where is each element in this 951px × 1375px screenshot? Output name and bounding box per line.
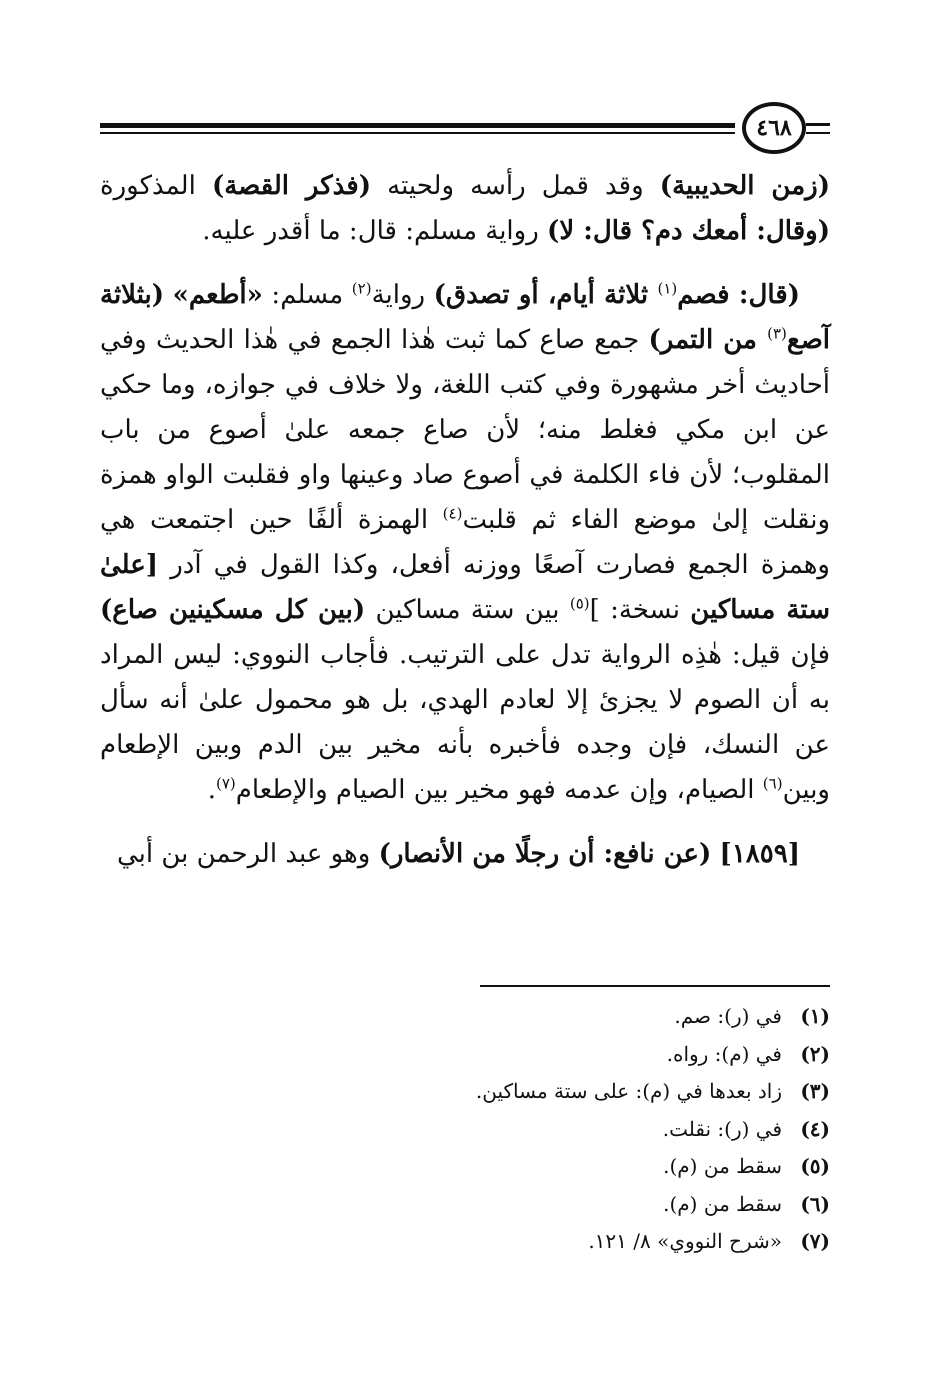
text-run: . [207, 775, 216, 805]
text-run: وهو عبد الرحمن بن أبي [116, 839, 379, 869]
text-run: الصيام، وإن عدمه فهو مخير بين الصيام والإطعام [235, 775, 763, 805]
text-run: فإن قيل: هٰذِه الرواية تدل على الترتيب. فأجاب النووي: ليس المراد به أن الصوم لا يجزئ إلا لعادم الهدي، بل هو محمول علىٰ أنه سأل عن النسك، فإن وجده فأخبره بأنه مخير بين الدم وبين الإطعام وبين [100, 640, 830, 805]
bold-text: [١٨٥٩] [719, 839, 800, 869]
footnote-separator [480, 985, 830, 987]
text-run [711, 839, 719, 869]
footnote-ref: (١) [657, 279, 678, 298]
text-run: رواية [371, 280, 434, 310]
footnote-ref: (٤) [442, 504, 463, 523]
footnote-number: (٦) [800, 1191, 830, 1216]
text-run: وقد قمل رأسه ولحيته [371, 171, 660, 201]
bold-text: (بين كل مسكينين صاع) [100, 595, 366, 625]
bold-text: (عن نافع: أن رجلًا من الأنصار) [378, 839, 712, 869]
footnote-number: (٥) [800, 1154, 830, 1178]
page-header [100, 100, 830, 160]
footnote [100, 1111, 830, 1149]
footnote [100, 1036, 830, 1074]
text-run: رواية مسلم: قال: ما أقدر عليه. [202, 216, 548, 246]
footnote-number: (٧) [800, 1229, 830, 1253]
footnote-ref: (٣) [767, 324, 787, 343]
text-run: الهمزة ألفًا حين اجتمعت هي وهمزة الجمع فصارت آصعًا ووزنه أفعل، وكذا القول في آدر [100, 505, 830, 580]
footnote-text: «شرح النووي» ٨/ ١٢١. [588, 1229, 782, 1253]
footnote-number: (٣) [800, 1079, 830, 1103]
bold-text: من التمر) [648, 325, 768, 355]
bold-text: (وقال: أمعك دم؟ قال: لا) [547, 216, 830, 246]
text-run: جمع صاع كما ثبت هٰذا الجمع في هٰذا الحديث وفي أحاديث أخر مشهورة وفي كتب اللغة، ولا خلاف في جوازه، وما حكي عن ابن مكي فغلط منه؛ لأن صاع جمعه علىٰ أصوع من باب المقلوب؛ لأن فاء الكلمة في أصوع صاد وعينها واو فقلبت الواو همزة ونقلت إلىٰ موضع الفاء ثم قلبت [100, 325, 830, 535]
bold-text: «أطعم» [172, 280, 263, 310]
footnote [100, 1148, 830, 1186]
header-rule [100, 123, 735, 128]
header-rule-right [806, 123, 830, 126]
footnote [100, 1073, 830, 1111]
footnote-number: (٤) [800, 1116, 830, 1141]
footnote-text: في (ر): نقلت. [662, 1116, 782, 1141]
footnote-text: سقط من (م). [663, 1154, 782, 1178]
main-text [100, 164, 830, 896]
footnote [100, 1186, 830, 1224]
text-run: المذكورة [100, 171, 212, 201]
footnotes-list [100, 998, 830, 1261]
text-run: نسخة: ] [589, 595, 691, 625]
bold-text: (زمن الحديبية) [659, 171, 831, 201]
footnote-ref: (٧) [215, 774, 236, 793]
footnote-ref: (٥) [569, 594, 590, 613]
footnote-text: في (م): رواه. [666, 1041, 782, 1066]
header-rule-thin [100, 132, 735, 134]
footnote [100, 1223, 830, 1261]
text-run: بين ستة مساكين [365, 595, 570, 625]
footnote [100, 998, 830, 1036]
paragraph [100, 164, 830, 254]
footnote-text: زاد بعدها في (م): على ستة مساكين. [475, 1079, 782, 1103]
paragraph [100, 273, 830, 813]
text-run [164, 280, 173, 310]
text-run: مسلم: [262, 280, 352, 310]
footnote-number: (١) [800, 1004, 830, 1028]
bold-text: (فذكر القصة) [211, 171, 372, 201]
bold-text: ثلاثة أيام، أو تصدق) [433, 280, 658, 310]
footnote-ref: (٢) [351, 279, 372, 298]
paragraph [100, 832, 830, 877]
footnote-text: في (ر): صم. [674, 1004, 782, 1028]
page-number: ٤٦٨ [742, 102, 806, 154]
footnote-text: سقط من (م). [663, 1191, 782, 1216]
bold-text: (قال: فصم [677, 280, 800, 310]
header-rule-right-lower [806, 132, 830, 134]
footnote-ref: (٦) [762, 774, 783, 793]
bold-text: (بثلاثة آصع [100, 280, 830, 355]
bold-text: [علىٰ ستة مساكين [100, 550, 830, 625]
footnote-number: (٢) [800, 1041, 830, 1066]
